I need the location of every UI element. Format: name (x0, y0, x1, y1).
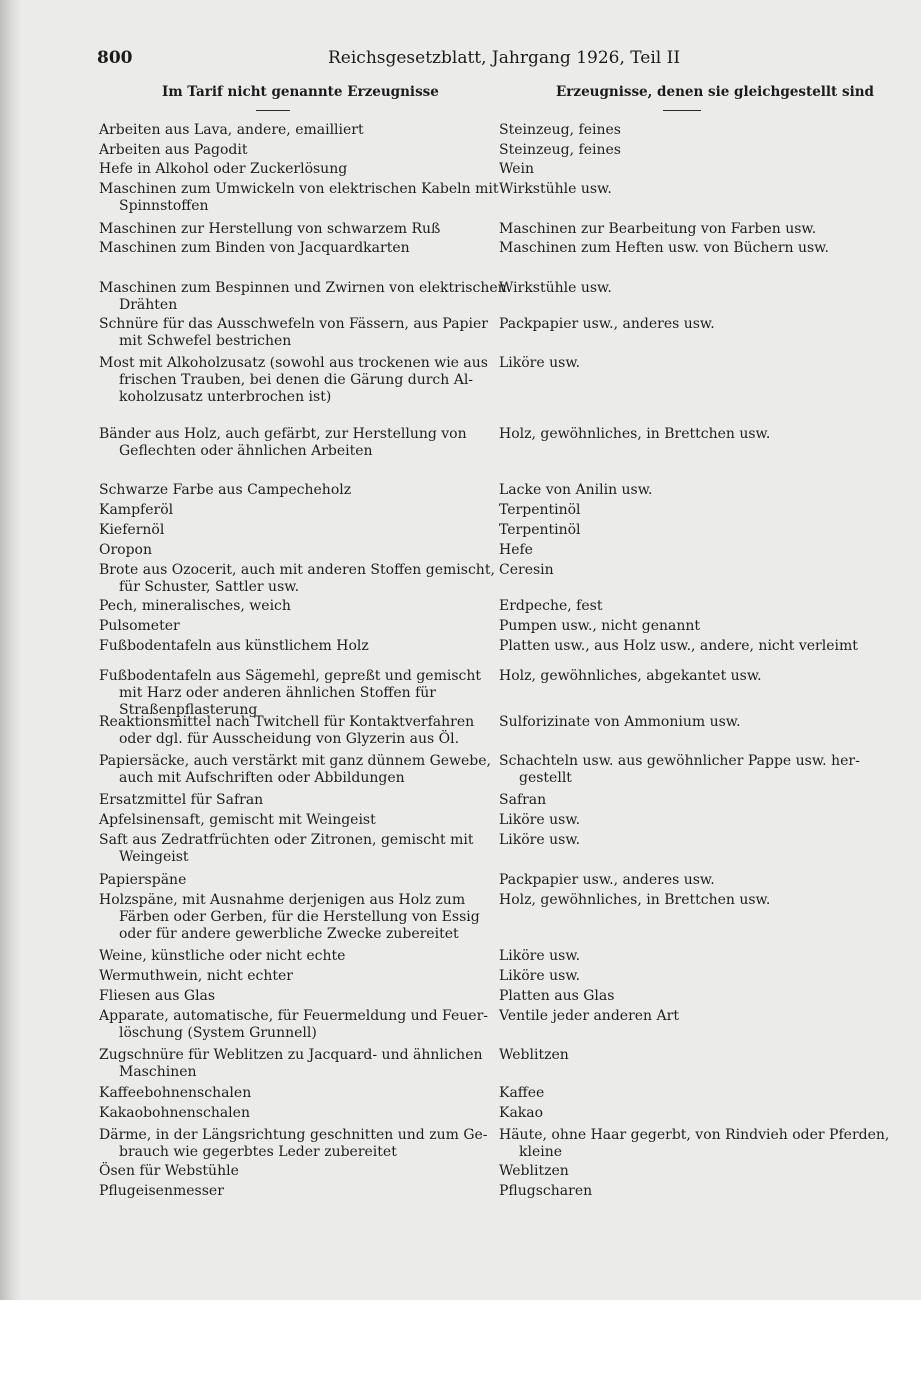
equivalent-cell (499, 142, 621, 159)
product-cell (99, 1047, 483, 1081)
product-text-line: Papiersäcke, auch verstärkt mit ganz dünnem Gewebe, (99, 753, 491, 769)
equivalent-text-line: Wein (499, 161, 535, 177)
product-text-line: Ösen für Webstühle (99, 1163, 239, 1179)
equivalent-cell (499, 221, 816, 238)
product-cell (99, 948, 345, 965)
product-cell (99, 482, 351, 499)
left-column-heading: Im Tarif nicht genannte Erzeugnisse (162, 84, 439, 100)
equivalent-cell (499, 316, 715, 333)
image-footer-area (0, 1300, 921, 1390)
equivalent-text-line: Holz, gewöhnliches, in Brettchen usw. (499, 892, 771, 908)
product-text-line: oder für andere gewerbliche Zwecke zubereitet (119, 926, 459, 942)
product-text-line: Kampferöl (99, 502, 174, 518)
product-cell (99, 988, 215, 1005)
equivalent-text-line: Holz, gewöhnliches, abgekantet usw. (499, 668, 762, 684)
product-text-line: löschung (System Grunnell) (119, 1025, 317, 1041)
equivalent-text-line: Steinzeug, feines (499, 142, 621, 158)
product-text-line: Pulsometer (99, 618, 180, 634)
product-text-line: Fußbodentafeln aus künstlichem Holz (99, 638, 369, 654)
equivalent-text-line: Maschinen zur Bearbeitung von Farben usw. (499, 221, 817, 237)
product-text-line: koholzusatz unterbrochen ist) (119, 389, 332, 405)
equivalent-text-line: Liköre usw. (499, 832, 581, 848)
product-text-line: Därme, in der Längsrichtung geschnitten und zum Ge- (99, 1127, 488, 1143)
equivalent-text-line: Schachteln usw. aus gewöhnlicher Pappe usw. her- (499, 753, 860, 769)
product-text-line: Papierspäne (99, 872, 187, 888)
product-text-line: Weine, künstliche oder nicht echte (99, 948, 346, 964)
product-text-line: Pflugeisenmesser (99, 1183, 224, 1199)
equivalent-cell (499, 1105, 543, 1122)
product-text-line: Maschinen zum Bespinnen und Zwirnen von elektrischen (99, 280, 507, 296)
product-cell (99, 522, 164, 539)
product-cell (99, 618, 180, 635)
product-text-line: Fliesen aus Glas (99, 988, 216, 1004)
equivalent-cell (499, 1183, 592, 1200)
product-text-line: Maschinen (119, 1064, 197, 1080)
equivalent-cell (499, 598, 602, 615)
product-text-line: Apfelsinensaft, gemischt mit Weingeist (99, 812, 376, 828)
equivalent-cell (499, 181, 612, 198)
equivalent-text-line: Erdpeche, fest (499, 598, 603, 614)
equivalent-cell (499, 668, 762, 685)
product-cell (99, 161, 347, 178)
product-cell (99, 355, 488, 406)
product-text-line: Straßenpflasterung (119, 702, 258, 718)
product-text-line: Reaktionsmittel nach Twitchell für Kontaktverfahren (99, 714, 475, 730)
product-cell (99, 714, 474, 748)
product-text-line: Ersatzmittel für Safran (99, 792, 264, 808)
equivalent-text-line: Pflugscharen (499, 1183, 593, 1199)
equivalent-cell (499, 426, 770, 443)
equivalent-text-line: Steinzeug, feines (499, 122, 621, 138)
product-text-line: Most mit Alkoholzusatz (sowohl aus trockenen wie aus (99, 355, 488, 371)
product-text-line: Kiefernöl (99, 522, 165, 538)
page-number: 800 (97, 48, 133, 68)
product-text-line: Geflechten oder ähnlichen Arbeiten (119, 443, 373, 459)
equivalent-cell (499, 714, 741, 731)
product-text-line: Saft aus Zedratfrüchten oder Zitronen, gemischt mit (99, 832, 474, 848)
equivalent-text-line: Wirkstühle usw. (499, 280, 612, 296)
equivalent-cell (499, 522, 581, 539)
product-text-line: für Schuster, Sattler usw. (119, 579, 300, 595)
product-text-line: Drähten (119, 297, 178, 313)
equivalent-cell (499, 280, 612, 297)
product-cell (99, 1163, 239, 1180)
product-text-line: Fußbodentafeln aus Sägemehl, gepreßt und gemischt (99, 668, 481, 684)
equivalent-text-line: Liköre usw. (499, 812, 581, 828)
equivalent-text-line: Häute, ohne Haar gegerbt, von Rindvieh oder Pferden, (499, 1127, 890, 1143)
product-cell (99, 542, 152, 559)
equivalent-cell (499, 968, 580, 985)
running-title: Reichsgesetzblatt, Jahrgang 1926, Teil II (328, 48, 681, 68)
product-cell (99, 892, 480, 943)
product-text-line: Maschinen zur Herstellung von schwarzem Ruß (99, 221, 441, 237)
product-text-line: Spinnstoffen (119, 198, 209, 214)
equivalent-cell (499, 1085, 544, 1102)
product-text-line: Hefe in Alkohol oder Zuckerlösung (99, 161, 348, 177)
equivalent-cell (499, 355, 580, 372)
product-text-line: Brote aus Ozocerit, auch mit anderen Stoffen gemischt, (99, 562, 495, 578)
equivalent-cell (499, 753, 860, 787)
equivalent-text-line: Kakao (499, 1105, 544, 1121)
product-cell (99, 832, 473, 866)
product-cell (99, 1105, 250, 1122)
product-cell (99, 240, 410, 257)
equivalent-text-line: kleine (519, 1144, 563, 1160)
product-text-line: Pech, mineralisches, weich (99, 598, 291, 614)
equivalent-text-line: Packpapier usw., anderes usw. (499, 316, 715, 332)
equivalent-text-line: Wirkstühle usw. (499, 181, 612, 197)
equivalent-text-line: Liköre usw. (499, 948, 581, 964)
product-text-line: mit Schwefel bestrichen (119, 333, 292, 349)
product-cell (99, 1127, 488, 1161)
product-text-line: Schwarze Farbe aus Campecheholz (99, 482, 352, 498)
product-cell (99, 221, 440, 238)
product-text-line: Wermuthwein, nicht echter (99, 968, 293, 984)
equivalent-text-line: Ceresin (499, 562, 554, 578)
product-text-line: Maschinen zum Binden von Jacquardkarten (99, 240, 410, 256)
product-text-line: Oropon (99, 542, 153, 558)
equivalent-cell (499, 562, 554, 579)
equivalent-cell (499, 502, 581, 519)
product-cell (99, 872, 186, 889)
product-text-line: Bänder aus Holz, auch gefärbt, zur Herstellung von (99, 426, 467, 442)
product-cell (99, 122, 364, 139)
equivalent-cell (499, 638, 858, 655)
equivalent-text-line: gestellt (519, 770, 572, 786)
equivalent-cell (499, 892, 770, 909)
equivalent-cell (499, 1127, 889, 1161)
product-cell (99, 792, 263, 809)
equivalent-text-line: Ventile jeder anderen Art (499, 1008, 679, 1024)
equivalent-cell (499, 1163, 569, 1180)
product-text-line: Färben oder Gerben, für die Herstellung von Essig (119, 909, 480, 925)
equivalent-text-line: Holz, gewöhnliches, in Brettchen usw. (499, 426, 771, 442)
product-cell (99, 426, 467, 460)
product-cell (99, 316, 488, 350)
product-text-line: Zugschnüre für Weblitzen zu Jacquard- und ähnlichen (99, 1047, 483, 1063)
equivalent-cell (499, 542, 533, 559)
equivalent-text-line: Liköre usw. (499, 355, 581, 371)
product-cell (99, 181, 498, 215)
equivalent-text-line: Liköre usw. (499, 968, 581, 984)
product-text-line: oder dgl. für Ausscheidung von Glyzerin aus Öl. (119, 731, 460, 747)
equivalent-cell (499, 832, 580, 849)
product-text-line: Schnüre für das Ausschwefeln von Fässern, aus Papier (99, 316, 488, 332)
equivalent-text-line: Weblitzen (499, 1163, 569, 1179)
equivalent-cell (499, 1008, 679, 1025)
equivalent-text-line: Platten usw., aus Holz usw., andere, nicht verleimt (499, 638, 858, 654)
equivalent-text-line: Packpapier usw., anderes usw. (499, 872, 715, 888)
product-text-line: Arbeiten aus Pagodit (99, 142, 248, 158)
equivalent-text-line: Platten aus Glas (499, 988, 615, 1004)
product-text-line: Kaffeebohnenschalen (99, 1085, 252, 1101)
equivalent-cell (499, 240, 829, 257)
product-cell (99, 812, 376, 829)
left-heading-rule (256, 110, 290, 111)
equivalent-text-line: Kaffee (499, 1085, 545, 1101)
product-text-line: Arbeiten aus Lava, andere, emailliert (99, 122, 364, 138)
product-cell (99, 1085, 251, 1102)
product-text-line: Apparate, automatische, für Feuermeldung und Feuer- (99, 1008, 489, 1024)
product-cell (99, 1008, 488, 1042)
product-text-line: mit Harz oder anderen ähnlichen Stoffen für (119, 685, 436, 701)
equivalent-cell (499, 988, 614, 1005)
page-header (0, 48, 921, 72)
equivalent-text-line: Sulforizinate von Ammonium usw. (499, 714, 741, 730)
right-heading-rule (663, 110, 701, 111)
product-cell (99, 280, 507, 314)
equivalent-text-line: Maschinen zum Heften usw. von Büchern usw. (499, 240, 829, 256)
equivalent-cell (499, 792, 546, 809)
product-text-line: Weingeist (119, 849, 189, 865)
equivalent-text-line: Terpentinöl (499, 502, 581, 518)
product-text-line: Kakaobohnenschalen (99, 1105, 250, 1121)
equivalent-cell (499, 122, 621, 139)
product-cell (99, 562, 495, 596)
product-cell (99, 753, 491, 787)
product-text-line: brauch wie gegerbtes Leder zubereitet (119, 1144, 397, 1160)
equivalent-text-line: Hefe (499, 542, 533, 558)
product-cell (99, 598, 291, 615)
equivalent-cell (499, 812, 580, 829)
equivalent-cell (499, 948, 580, 965)
product-cell (99, 668, 481, 719)
equivalent-cell (499, 161, 534, 178)
equivalent-cell (499, 618, 700, 635)
equivalent-cell (499, 1047, 569, 1064)
equivalent-text-line: Lacke von Anilin usw. (499, 482, 653, 498)
product-cell (99, 142, 248, 159)
equivalent-text-line: Weblitzen (499, 1047, 569, 1063)
product-text-line: Maschinen zum Umwickeln von elektrischen Kabeln mit (99, 181, 499, 197)
right-column-heading: Erzeugnisse, denen sie gleichgestellt sind (556, 84, 874, 100)
equivalent-cell (499, 872, 715, 889)
page-gutter-shadow (0, 0, 22, 1300)
equivalent-text-line: Safran (499, 792, 547, 808)
product-cell (99, 638, 369, 655)
equivalent-cell (499, 482, 653, 499)
product-text-line: frischen Trauben, bei denen die Gärung durch Al- (119, 372, 474, 388)
product-text-line: auch mit Aufschriften oder Abbildungen (119, 770, 405, 786)
product-cell (99, 968, 293, 985)
equivalent-text-line: Pumpen usw., nicht genannt (499, 618, 700, 634)
equivalent-text-line: Terpentinöl (499, 522, 581, 538)
product-text-line: Holzspäne, mit Ausnahme derjenigen aus Holz zum (99, 892, 466, 908)
product-cell (99, 1183, 224, 1200)
product-cell (99, 502, 173, 519)
